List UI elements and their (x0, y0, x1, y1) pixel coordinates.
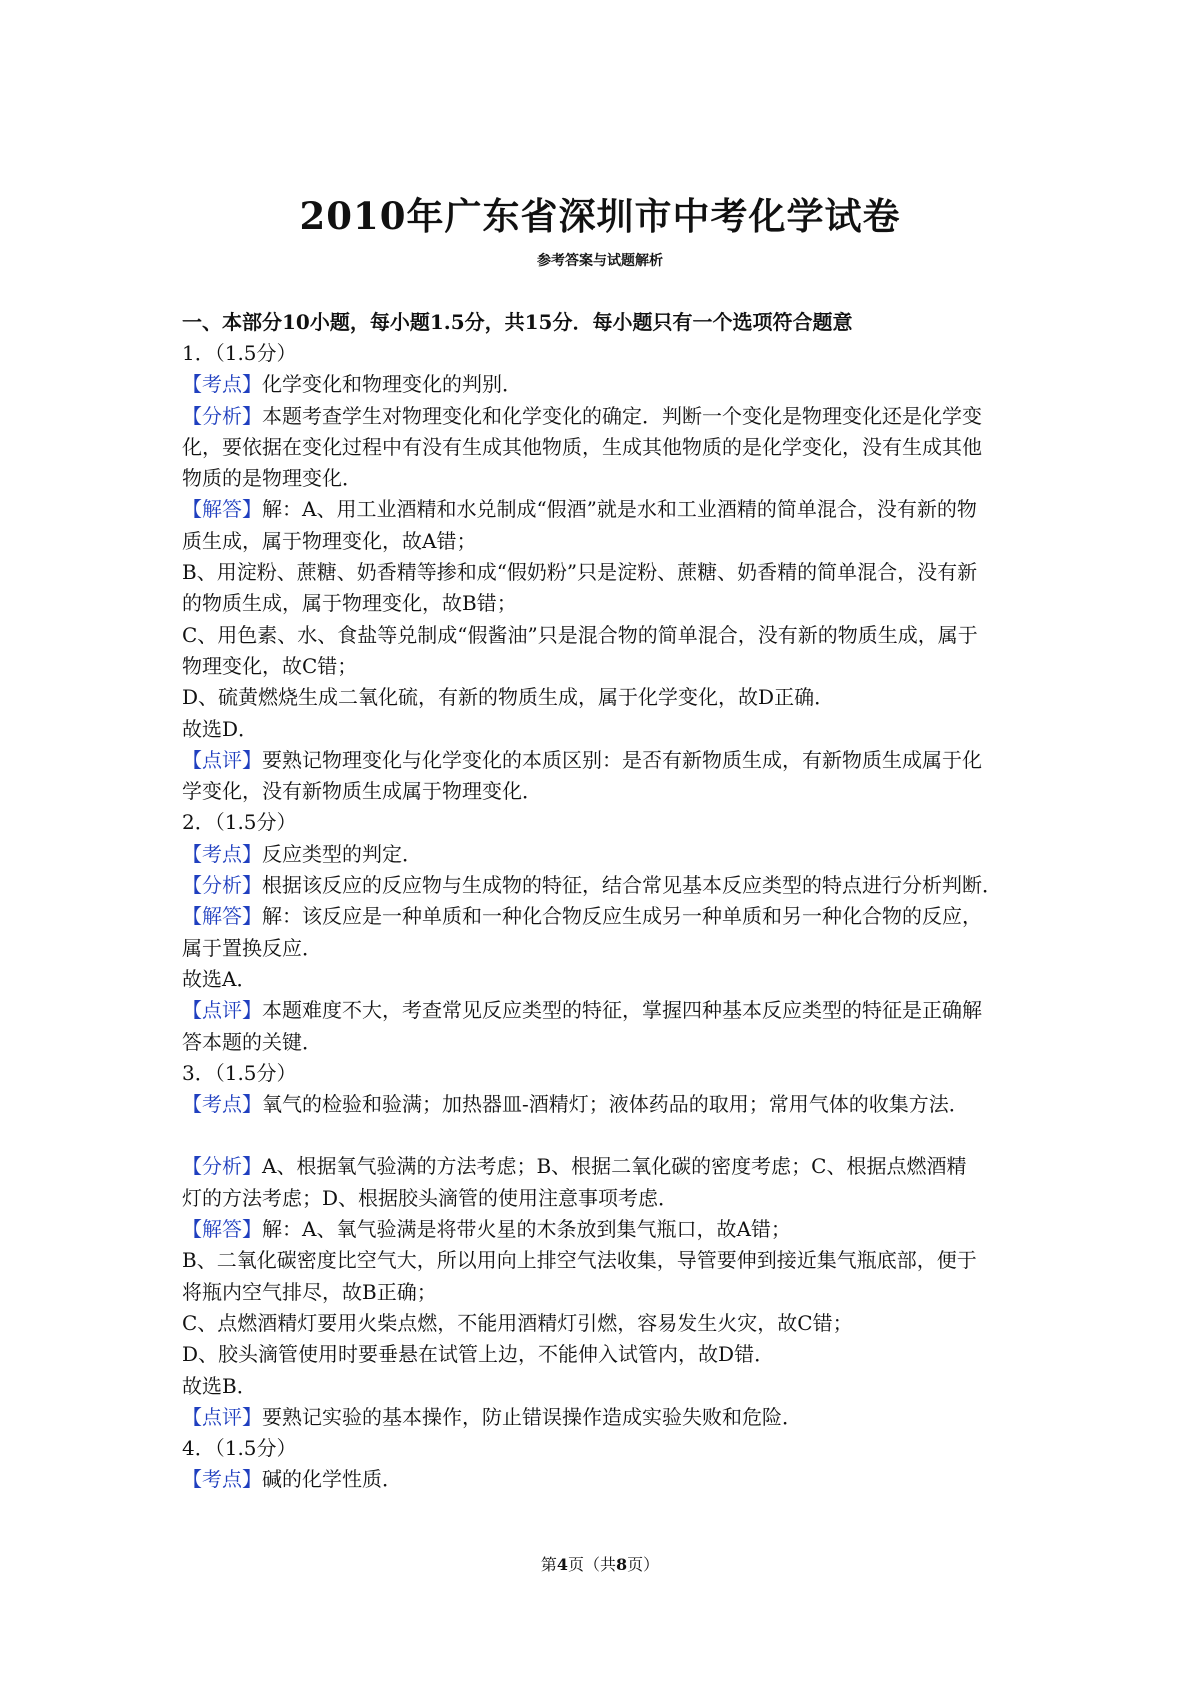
line-text: C、点燃酒精灯要用火柴点燃，不能用酒精灯引燃，容易发生火灾，故C错； (182, 1310, 853, 1335)
line-text: 质生成，属于物理变化，故A错； (182, 528, 477, 553)
section-tag: 【点评】 (182, 1404, 262, 1429)
line-text: 化学变化和物理变化的判别． (262, 372, 522, 397)
text-line (182, 682, 1022, 713)
line-text: B、二氧化碳密度比空气大，所以用向上排空气法收集，导管要伸到接近集气瓶底部，便于 (182, 1248, 977, 1273)
section-heading: 一、本部分10小题，每小题1.5分，共15分．每小题只有一个选项符合题意 (182, 310, 853, 334)
footer-page-number: 4 (556, 1555, 568, 1574)
line-text: 将瓶内空气排尽，故B正确； (182, 1279, 437, 1304)
section-tag: 【分析】 (182, 1154, 262, 1179)
text-line (182, 1214, 1022, 1245)
line-text: 故选D． (182, 716, 259, 741)
line-text: 本题难度不大，考查常见反应类型的特征，掌握四种基本反应类型的特征是正确解 (262, 998, 982, 1023)
text-line (182, 338, 1022, 369)
line-text: 要熟记物理变化与化学变化的本质区别：是否有新物质生成，有新物质生成属于化 (262, 747, 982, 772)
section-tag: 【考点】 (182, 1092, 262, 1117)
text-line (182, 494, 1022, 525)
line-text: A、根据氧气验满的方法考虑；B、根据二氧化碳的密度考虑；C、根据点燃酒精 (262, 1154, 967, 1179)
text-line (182, 651, 1022, 682)
line-text: D、硫黄燃烧生成二氧化硫，有新的物质生成，属于化学变化，故D正确． (182, 685, 835, 710)
content-area (182, 306, 1022, 1496)
text-line (182, 432, 1022, 463)
line-text: 故选A． (182, 966, 257, 991)
section-tag: 【考点】 (182, 841, 262, 866)
section-tag: 【点评】 (182, 998, 262, 1023)
text-line (182, 1183, 1022, 1214)
line-text: 答本题的关键． (182, 1029, 322, 1054)
line-text: 故选B． (182, 1373, 257, 1398)
section-tag: 【分析】 (182, 873, 262, 898)
line-text: 解：A、用工业酒精和水兑制成“假酒”就是水和工业酒精的简单混合，没有新的物 (262, 497, 977, 522)
line-text: C、用色素、水、食盐等兑制成“假酱油”只是混合物的简单混合，没有新的物质生成，属于 (182, 622, 978, 647)
text-line (182, 1058, 1022, 1089)
line-text: B、用淀粉、蔗糖、奶香精等掺和成“假奶粉”只是淀粉、蔗糖、奶香精的简单混合，没有新 (182, 560, 978, 585)
line-text: 4．（1.5分） (182, 1436, 297, 1461)
line-text: 根据该反应的反应物与生成物的特征，结合常见基本反应类型的特点进行分析判断． (262, 873, 1002, 898)
text-line (182, 1464, 1022, 1495)
text-line (182, 933, 1022, 964)
section-tag: 【分析】 (182, 403, 262, 428)
text-line (182, 1151, 1022, 1182)
answer-lines (182, 338, 1022, 1496)
text-line (182, 1277, 1022, 1308)
line-text: 氧气的检验和验满；加热器皿-酒精灯；液体药品的取用；常用气体的收集方法． (262, 1092, 969, 1117)
section-tag: 【点评】 (182, 747, 262, 772)
text-line (182, 1402, 1022, 1433)
line-text: 的物质生成，属于物理变化，故B错； (182, 591, 517, 616)
text-line (182, 714, 1022, 745)
text-line (182, 401, 1022, 432)
text-line (182, 557, 1022, 588)
line-text: 解：A、氧气验满是将带火星的木条放到集气瓶口，故A错； (262, 1217, 791, 1242)
line-text: 解：该反应是一种单质和一种化合物反应生成另一种单质和另一种化合物的反应， (262, 904, 982, 929)
section-tag: 【解答】 (182, 1217, 262, 1242)
footer-prefix: 第 (540, 1555, 557, 1574)
text-line (182, 1433, 1022, 1464)
text-line (182, 463, 1022, 494)
page-title: 2010年广东省深圳市中考化学试卷 (299, 194, 901, 238)
line-text: 物质的是物理变化． (182, 466, 362, 491)
text-line (182, 1027, 1022, 1058)
text-line (182, 526, 1022, 557)
text-line (182, 1339, 1022, 1370)
page-subtitle: 参考答案与试题解析 (537, 253, 663, 269)
section-tag: 【解答】 (182, 904, 262, 929)
text-line (182, 1371, 1022, 1402)
text-line (182, 1089, 1022, 1120)
footer-suffix: 页） (627, 1555, 660, 1574)
text-line (182, 1308, 1022, 1339)
line-text: 3．（1.5分） (182, 1060, 297, 1085)
text-line (182, 870, 1022, 901)
line-text: 要熟记实验的基本操作，防止错误操作造成实验失败和危险． (262, 1404, 802, 1429)
text-line (182, 901, 1022, 932)
text-line (182, 369, 1022, 400)
text-line (182, 1245, 1022, 1276)
line-text: 1．（1.5分） (182, 341, 297, 365)
line-text: 碱的化学性质． (262, 1467, 402, 1492)
line-text: 物理变化，故C错； (182, 653, 358, 678)
text-line (182, 839, 1022, 870)
section-tag: 【解答】 (182, 497, 262, 522)
line-text: 学变化，没有新物质生成属于物理变化． (182, 779, 542, 804)
text-line (182, 807, 1022, 838)
line-text: 灯的方法考虑；D、根据胶头滴管的使用注意事项考虑． (182, 1185, 679, 1210)
text-line (182, 620, 1022, 651)
text-line (182, 588, 1022, 619)
line-text: D、胶头滴管使用时要垂悬在试管上边，不能伸入试管内，故D错． (182, 1342, 775, 1367)
footer-total-pages: 8 (616, 1555, 628, 1574)
line-text: 反应类型的判定． (262, 841, 422, 866)
text-line (182, 964, 1022, 995)
blank-line (182, 1120, 1022, 1151)
section-tag: 【考点】 (182, 1467, 262, 1492)
text-line (182, 995, 1022, 1026)
footer-mid: 页（共 (567, 1555, 616, 1574)
text-line (182, 745, 1022, 776)
line-text: 化，要依据在变化过程中有没有生成其他物质，生成其他物质的是化学变化，没有生成其他 (182, 434, 982, 459)
line-text: 2．（1.5分） (182, 810, 297, 835)
page-footer (0, 1552, 1200, 1575)
line-text: 属于置换反应． (182, 935, 322, 960)
section-tag: 【考点】 (182, 372, 262, 397)
line-text: 本题考查学生对物理变化和化学变化的确定．判断一个变化是物理变化还是化学变 (262, 403, 982, 428)
text-line (182, 776, 1022, 807)
